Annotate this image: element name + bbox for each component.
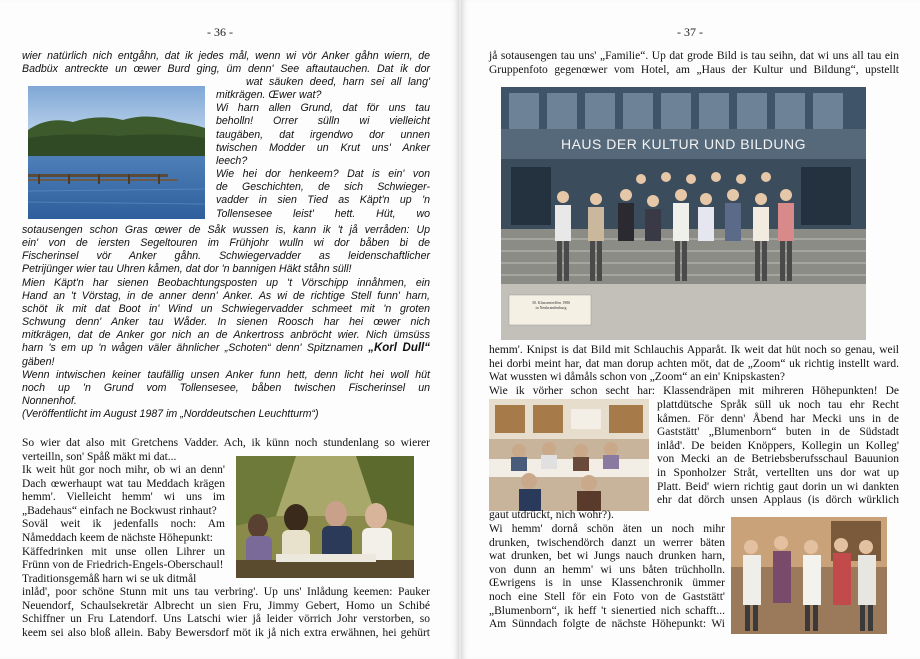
text-line: kåmen. För denn' Åbend har Mecki uns in de [657, 412, 899, 425]
story-text-block [22, 224, 430, 421]
text-line: von dunn an hemm' wi uns båten trüchholln. [489, 563, 725, 576]
text-line: Fischerinsel vör Anker gåhn. Schwiegervadder as leidenschaftlicher [22, 250, 430, 263]
text-line: Wi hemm' dornå schön äten un noch mihr [489, 523, 725, 535]
text-line: mitkrägen. Œwer wat? [216, 89, 322, 102]
text-line: „Blumenborn“, ik heff 't sienertied nich schafft... [489, 604, 725, 617]
page-number-left: - 36 - [207, 25, 233, 39]
building-sign: HAUS DER KULTUR UND BILDUNG [560, 136, 807, 152]
text-line: hemm'. Knipst is dat Bild mit Schlauchis Apparåt. Ik weit dat hüt noch so genau, weil [489, 344, 899, 356]
group-photo [501, 87, 866, 340]
text-line: noch up 'n Grund vom Tollensesee, båben twischen Fischerinsel un [22, 381, 430, 394]
text-line: Wie ik vörher schon secht har: Klassendräpen mit mihreren Höhepunkten! De [489, 384, 899, 397]
photo-caption-line: in Neubrandenburg [535, 305, 567, 310]
text-line: twischen Modder un Krut uns' Anker [216, 141, 430, 154]
wrap2-text-block [489, 523, 725, 632]
text-line: Neuendorf, Schaulsekretär Albrecht un sien Fru, Jimmy Gebert, Homo un Schibé [22, 599, 430, 612]
text-line: Schwung denn' Anker tau Wåder. In sienen Roosch har hei œwer nich [22, 316, 430, 329]
text-line: Am Sünndach folgte de nächste Höhepunkt: Wi [489, 618, 725, 631]
text-line: Badbüx antreckte un œwer Burd ging, üm denn' See aftautauchen. Dat ik dor [22, 63, 430, 76]
text-line: keem sei also bloß allein. Baby Bewersdorf möt ik jå nich extra erwähnen, hei gehürt [22, 626, 430, 639]
nickname: „Korl Dull“ [368, 342, 430, 355]
text-line: Petrijünger wier tau Uhren kåmen, dat dor 'n bannigen Häkt ståhn süll! [22, 263, 352, 276]
text-line: gaut utdrückt, nich wohr?). [489, 509, 614, 521]
text-line: beholln! Orrer sülln wi vielleicht [216, 115, 430, 128]
middle-text-block [489, 344, 899, 398]
text-line: Hand an 't Vörstag, in de anner denn' Anker. As wi de richtige Stell funn' harn, [22, 289, 430, 302]
dancing-photo [731, 517, 887, 634]
text-line: ein' von de iersten Segeltouren im Frühjohr wulln wi dor båben bi de [22, 237, 430, 250]
text-line: inlåd', poor schöne Stunn mit uns tau verbring'. Up uns' Inlådung keemen: Pauker [22, 586, 430, 598]
text-line: Frünn von de Friedrich-Engels-Oberschaul! [22, 559, 224, 572]
wrap-text-block [216, 76, 430, 221]
text-line: Schiffner un Fru Latendorf. Uns Latschi wier jå leider vörrich Johr verstorben, so [22, 613, 430, 626]
text-line: Ik weit hüt gor noch mihr, ob wi an denn' [22, 464, 225, 476]
top-text-block [489, 50, 899, 77]
lake-photo [28, 86, 205, 219]
text-line: in Sponholzer Stråt, vertellten uns dor wat up [657, 466, 899, 479]
right-page [461, 0, 920, 659]
text-line: Wenn intwischen keiner taufällig unsen Anker funn hett, denn licht hei woll hüt [22, 368, 430, 381]
text-line: Wat wussten wi dåmåls schon von „Zoom“ an ein' Knipskasten? [489, 371, 785, 384]
text-line: mitkrägen, dat de Anker gor nich an de Ankertross anbröcht wier. Nich ümsüss [22, 329, 430, 342]
text-line: Soväl weit ik jedenfalls noch: Am [22, 518, 225, 531]
text-line: Œwrigens is in unse Klassenchronik ümmer [489, 577, 725, 590]
text-line: Traditionsgemåß harn wi se uk ditmål [22, 572, 197, 585]
text-line: Wie hei dor henkeem? Dat is ein' von [216, 168, 430, 181]
bottom-tail-block [22, 586, 430, 640]
text-line: hemm'. Vielleicht hemm' wi uns im [22, 491, 225, 504]
text-line: Nåmeddach keem de nächste Höhepunkt: [22, 531, 213, 544]
text-line: sotausengen schon Gras œwer de Såk wussen is, kann ik 't jå verråden: Up [22, 224, 430, 236]
text-line: Wi harn allen Grund, dat för uns tau [216, 102, 430, 115]
bottom-wrap-block [22, 464, 225, 586]
text-line: So wier dat also mit Gretchens Vadder. Ach, ik künn noch stundenlang so wierer [22, 437, 430, 449]
text-line: schöt ik mit dat Boot in' Wind un Schwiegervadder schmeet mit 'n groten [22, 302, 430, 315]
text-line: wat säuken deed, harn sei all lang' [246, 76, 430, 88]
text-segment: harn 's em up 'n wågen väler ähnlicher „Schoten“ denn' Spitznamen [22, 342, 369, 355]
text-line [22, 342, 430, 355]
text-line: drunken, twischendörch danzt un werrer bäten [489, 536, 725, 549]
text-line: Nonnenhof. [22, 395, 77, 408]
text-line: Tollensesee leist' hett. Hüt, wo [216, 207, 430, 220]
text-line: plattdütsche Språk süll uk noch tau ehr Recht [657, 399, 899, 411]
text-line: taugäben, dat irgendwo dor unnen [216, 128, 430, 141]
top-text-block [22, 50, 430, 76]
text-line: Dach œwerhaupt wat tau Meddach krägen [22, 477, 225, 490]
text-line: verteilln, son' Spåß mäkt mi dat... [22, 450, 177, 463]
text-line: Gaststätt' „Blumenborn“ buten in de Südstadt [657, 426, 899, 439]
text-line: Platt. Beid' wiern richtig gaut dorin un wi dankten [657, 480, 899, 493]
cafe-photo [236, 456, 414, 578]
text-line: de Geschichten, de sich Schwieger- [216, 181, 430, 194]
text-line: hei dorbi meint har, dat man dorup achten möt, dat de „Zoom“ uk richtig instellt ward. [489, 357, 899, 370]
photo-caption [511, 300, 591, 310]
text-line: Käffedrinken mit unse ollen Lihrer un [22, 545, 225, 558]
text-line: gäben! [22, 355, 55, 368]
text-line: von Mecki an de Betriebsberufsschaul Bauunion [657, 453, 899, 466]
text-line: inlåd'. De beiden Knöppers, Kollegin un Kolleg' [657, 439, 899, 452]
text-line: leech? [216, 154, 248, 167]
publication-note: (Veröffentlicht im August 1987 im „Norddeutschen Leuchtturm“) [22, 408, 319, 421]
left-page [0, 0, 459, 659]
text-line: wat drunken, bet wi Jungs nauch drunken harn, [489, 550, 725, 563]
text-line: wier natürlich nich entgåhn, dat ik jedes mål, wenn wi vör Anker gåhn wiern, de [22, 50, 430, 62]
text-line: jå sotausengen tau uns' „Familie“. Up dat grode Bild is tau seihn, dat wi uns all tau ein [489, 50, 899, 62]
restaurant-photo [489, 399, 649, 511]
text-line: ehr dat dörch unsen Applaus (is dörch würklich [657, 494, 899, 507]
page-number-right: - 37 - [677, 25, 703, 39]
text-line: Mien Käpt'n har sienen Beobachtungsposten up 't Vörschipp innåhmen, ein [22, 276, 430, 289]
text-line: „Badehaus“ einfach ne Bockwust rinhaut? [22, 504, 217, 517]
text-line: Gruppenfoto gegenœwer vom Hotel, am „Haus der Kultur und Bildung“, upstellt [489, 63, 899, 76]
photo-caption-line: 30. Klassentreffen 1986 [531, 300, 571, 305]
text-line: noch eine Stell för ein Foto von de Gaststätt' [489, 590, 725, 603]
text-line: vadder in sien Tied as Käpt'n up 'n [216, 194, 430, 207]
wrap1-text-block [657, 399, 899, 508]
